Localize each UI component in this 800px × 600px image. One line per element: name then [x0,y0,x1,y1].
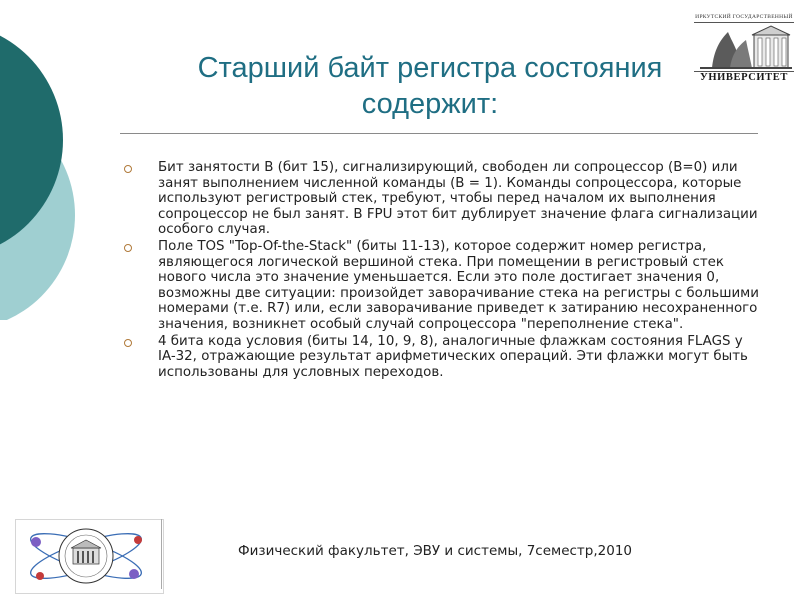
slide-title-line-1: Старший байт регистра состояния [197,52,663,84]
bullet-item [120,239,760,333]
bullet-text: Бит занятости В (бит 15), сигнализирующий, свободен ли сопроцессор (В=0) или занят выполнением численной команды (В = 1). Команды сопроцессора, которые используют регистровый стек, требуют, чтобы перед началом их выполнения сопроцессор не был занят. В FPU этот бит дублирует значение флага сигнализации особого случая. [158,160,758,238]
faculty-emblem-icon [16,520,163,593]
university-logo-caption: ИРКУТСКИЙ ГОСУДАРСТВЕННЫЙ [695,14,793,20]
bullet-list [120,160,760,381]
bullet-circle-icon [124,165,132,173]
slide-title-line-2: содержит: [361,88,499,120]
bullet-circle-icon [124,339,132,347]
slide-title [150,50,710,122]
decorative-circles [0,0,120,320]
bullet-circle-icon [124,244,132,252]
title-divider [120,133,758,134]
faculty-logo [15,519,164,594]
bullet-text: 4 бита кода условия (биты 14, 10, 9, 8), аналогичные флажкам состояния FLAGS у IA-32, отражающие результат арифметических операций. Эти флажки могут быть использованы для условных переходов. [158,333,748,380]
slide-footer: Физический факультет, ЭВУ и системы, 7семестр,2010 [238,543,632,559]
footer-divider [161,519,162,589]
bullet-item [120,334,760,381]
bullet-text: Поле TOS "Top-Of-the-Stack" (биты 11-13), которое содержит номер регистра, являющегося логической вершиной стека. При помещении в регистровый стек нового числа это значение уменьшается. Если это поле достигает значения 0, возможны две ситуации: произойдет заворачивание стека на регистры с большими номерами (т.е. R7) или, если заворачивание приведет к затиранию несохраненного значения, возникнет особый случай сопроцессора "переполнение стека". [158,238,759,332]
university-logo-name: УНИВЕРСИТЕТ [700,72,788,83]
bullet-item [120,160,760,238]
